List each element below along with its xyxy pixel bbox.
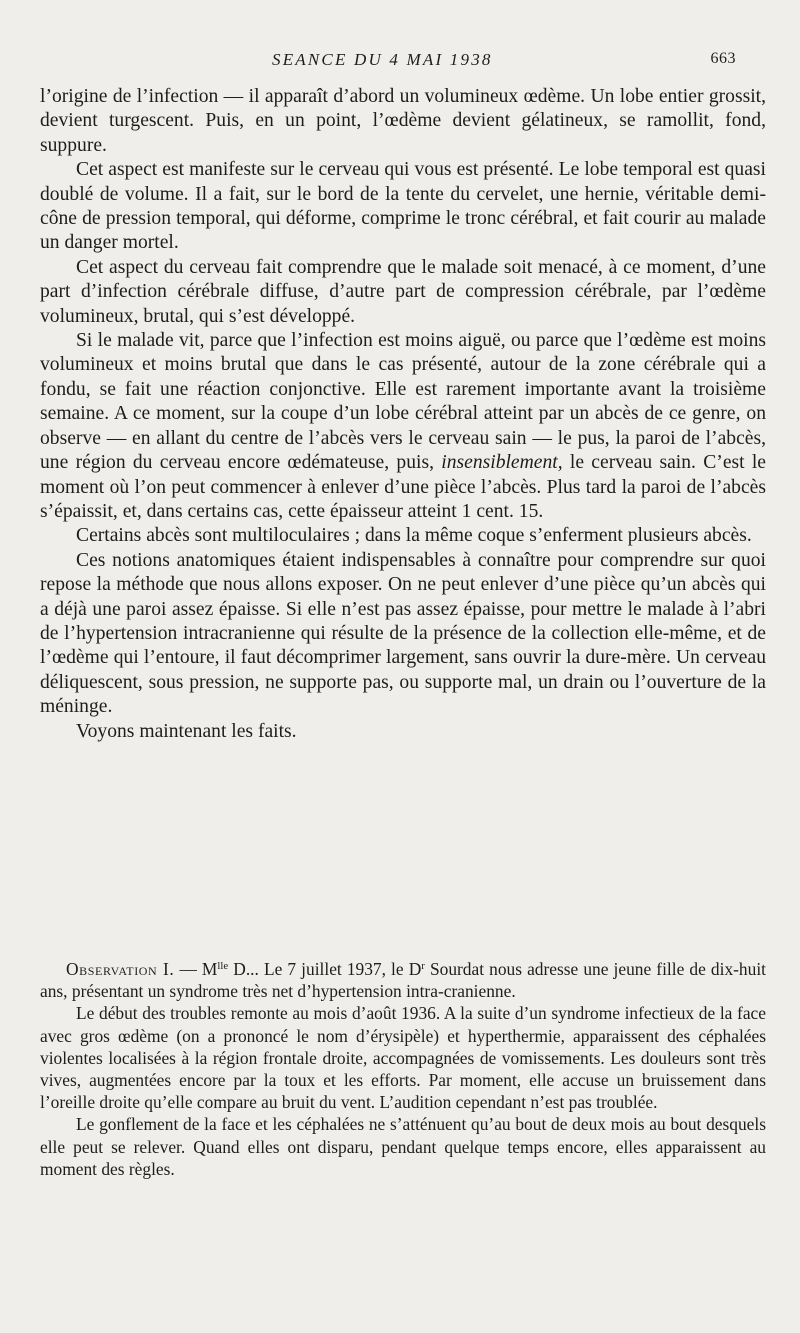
paragraph-text: Si le malade vit, parce que l’infection est moins aiguë, ou parce que l’œdème est moins volumineux et moins brutal que dans le cas présenté, autour de la zone cérébrale qui a fondu, se fait une réaction conjonctive. Elle est rarement importante avant la troisième semaine. A ce moment, sur la coupe d’un lobe cérébral atteint par un abcès de ce genre, on observe — en allant du centre de l’abcès vers le cerveau sain — le pus, la paroi de l’abcès, une région du cerveau encore œdémateuse, puis, bbox=[40, 330, 766, 474]
paragraph: Certains abcès sont multiloculaires ; dans la même coque s’enferment plusieurs abcès. bbox=[76, 525, 752, 547]
superscript: lle bbox=[217, 960, 229, 973]
observation-section bbox=[40, 958, 766, 1180]
observation-text: — M bbox=[174, 959, 218, 979]
paragraph: Ces notions anatomiques étaient indispensables à connaître pour comprendre sur quoi repose la méthode que nous allons exposer. On ne peut enlever d’une pièce qu’un abcès qui a déjà une paroi assez épaisse. Si elle n’est pas assez épaisse, pour mettre le malade à l’abri de l’hypertension intracranienne qui résulte de la présence de la collection elle-même, et de l’œdème qui l’entoure, il faut décomprimer largement, sans ouvrir la dure-mère. Un cerveau déliquescent, sous pression, ne supporte pas, ou supporte mal, un drain ou l’ouverture de la méninge. bbox=[40, 549, 766, 718]
running-head bbox=[40, 50, 736, 72]
observation-paragraph bbox=[40, 958, 766, 1002]
paragraph: Cet aspect est manifeste sur le cerveau qui vous est présenté. Le lobe temporal est quasi doublé de volume. Il a fait, sur le bord de la tente du cervelet, une hernie, véritable demi-cône de pression temporal, qui déforme, comprime le tronc cérébral, et fait courir au malade un danger mortel. bbox=[40, 159, 766, 254]
main-text bbox=[40, 85, 766, 744]
paragraph: Voyons maintenant les faits. bbox=[76, 720, 297, 742]
observation-text: Sourdat nous adresse une jeune fille de dix-huit ans, présentant un syndrome très net d’hypertension intra-cranienne. bbox=[40, 959, 766, 1002]
paragraph bbox=[40, 329, 766, 524]
observation-paragraph: Le gonflement de la face et les céphalées ne s’atténuent qu’au bout de deux mois au bout desquels elle peut se relever. Quand elles ont disparu, pendant quelque temps encore, elles apparaissent au moment des règles. bbox=[40, 1114, 766, 1179]
paragraph: l’origine de l’infection — il apparaît d’abord un volumineux œdème. Un lobe entier grossit, devient turgescent. Puis, en un point, l’œdème devient gélatineux, se ramollit, fond, suppure. bbox=[40, 86, 766, 156]
emphasis: insensiblement, bbox=[441, 452, 563, 474]
running-title: SEANCE DU 4 MAI 1938 bbox=[272, 50, 493, 69]
superscript: r bbox=[421, 960, 425, 973]
observation-paragraph: Le début des troubles remonte au mois d’août 1936. A la suite d’un syndrome infectieux de la face avec gros œdème (on a prononcé le nom d’érysipèle) et hyperthermie, apparaissent des céphalées violentes localisées à la région frontale droite, accompagnées de vomissements. Les douleurs sont très vives, augmentées encore par la toux et les efforts. Par moment, elle accuse un bruissement dans l’oreille droite qu’elle compare au bruit du vent. L’audition cependant n’est pas troublée. bbox=[40, 1003, 766, 1113]
observation-label: Observation I. bbox=[66, 959, 175, 979]
page-number: 663 bbox=[710, 50, 736, 67]
paragraph-text: le cerveau sain. C’est le moment où l’on peut commencer à enlever d’une pièce l’abcès. Plus tard la paroi de l’abcès s’épaissit, et, dans certains cas, cette épaisseur atteint 1 cent. 15. bbox=[40, 452, 766, 522]
paragraph: Cet aspect du cerveau fait comprendre que le malade soit menacé, à ce moment, d’une part d’infection cérébrale diffuse, d’autre part de compression cérébrale, par l’œdème volumineux, brutal, qui s’est développé. bbox=[40, 256, 766, 327]
observation-text: D... Le 7 juillet 1937, le D bbox=[228, 959, 422, 979]
